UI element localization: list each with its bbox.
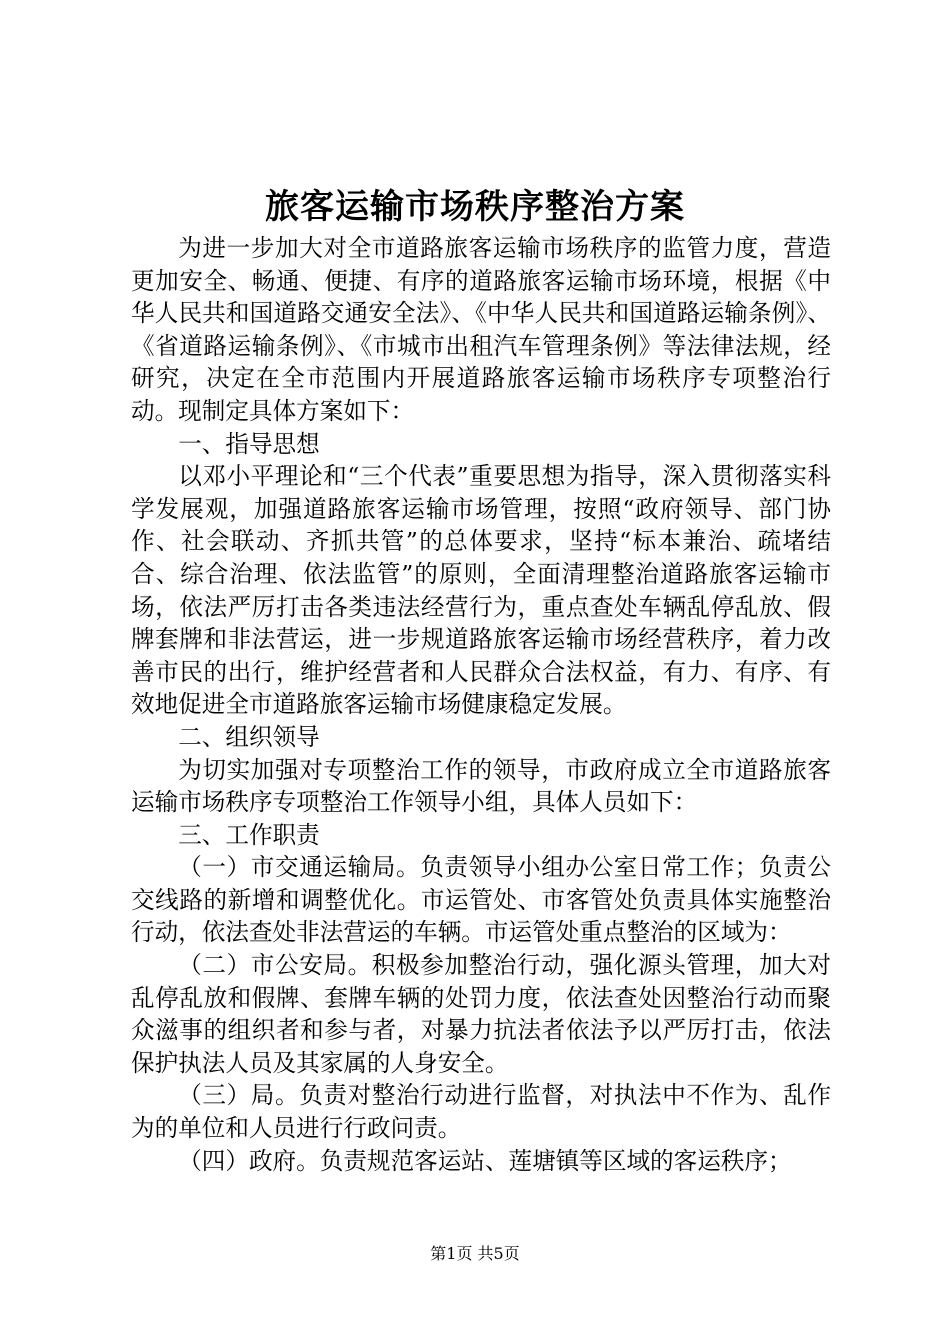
duty-item-transport-bureau: （一）市交通运输局。负责领导小组办公室日常工作；负责公交线路的新增和调整优化。市运管处、市客管处负责具体实施整治行动，依法查处非法营运的车辆。市运管处重点整治的区域为： xyxy=(131,853,831,947)
intro-paragraph: 为进一步加大对全市道路旅客运输市场秩序的监管力度，营造更加安全、畅通、便捷、有序的道路旅客运输市场环境，根据《中华人民共和国道路交通安全法》、《中华人民共和国道路运输条例》、《省道路运输条例》、《市城市出租汽车管理条例》等法律法规，经研究，决定在全市范围内开展道路旅客运输市场秩序专项整治行动。现制定具体方案如下： xyxy=(131,234,831,425)
duty-item-government: （四）政府。负责规范客运站、莲塘镇等区域的客运秩序； xyxy=(178,1146,792,1175)
section-heading-duties: 三、工作职责 xyxy=(178,820,320,849)
organization-paragraph: 为切实加强对专项整治工作的领导，市政府成立全市道路旅客运输市场秩序专项整治工作领导小组，具体人员如下： xyxy=(131,755,831,817)
guiding-thought-paragraph: 以邓小平理论和“三个代表”重要思想为指导，深入贯彻落实科学发展观，加强道路旅客运输市场管理，按照“政府领导、部门协作、社会联动、齐抓共管”的总体要求，坚持“标本兼治、疏堵结合、综合治理、依法监管”的原则，全面清理整治道路旅客运输市场，依法严厉打击各类违法经营行为，重点查处车辆乱停乱放、假牌套牌和非法营运，进一步规道路旅客运输市场经营秩序，着力改善市民的出行，维护经营者和人民群众合法权益，有力、有序、有效地促进全市道路旅客运输市场健康稳定发展。 xyxy=(131,462,831,719)
duty-item-public-security: （二）市公安局。积极参加整治行动，强化源头管理，加大对乱停乱放和假牌、套牌车辆的处罚力度，依法查处因整治行动而聚众滋事的组织者和参与者，对暴力抗法者依法予以严厉打击，依法保护执法人员及其家属的人身安全。 xyxy=(131,951,831,1077)
document-title: 旅客运输市场秩序整治方案 xyxy=(265,187,685,227)
section-heading-organization: 二、组织领导 xyxy=(178,722,320,751)
duty-item-supervision: （三）局。负责对整治行动进行监督，对执法中不作为、乱作为的单位和人员进行行政问责。 xyxy=(131,1081,831,1143)
section-heading-guiding-thought: 一、指导思想 xyxy=(178,429,320,458)
document-body xyxy=(131,232,831,1177)
page-footer: 第1页 共5页 xyxy=(430,1244,520,1263)
